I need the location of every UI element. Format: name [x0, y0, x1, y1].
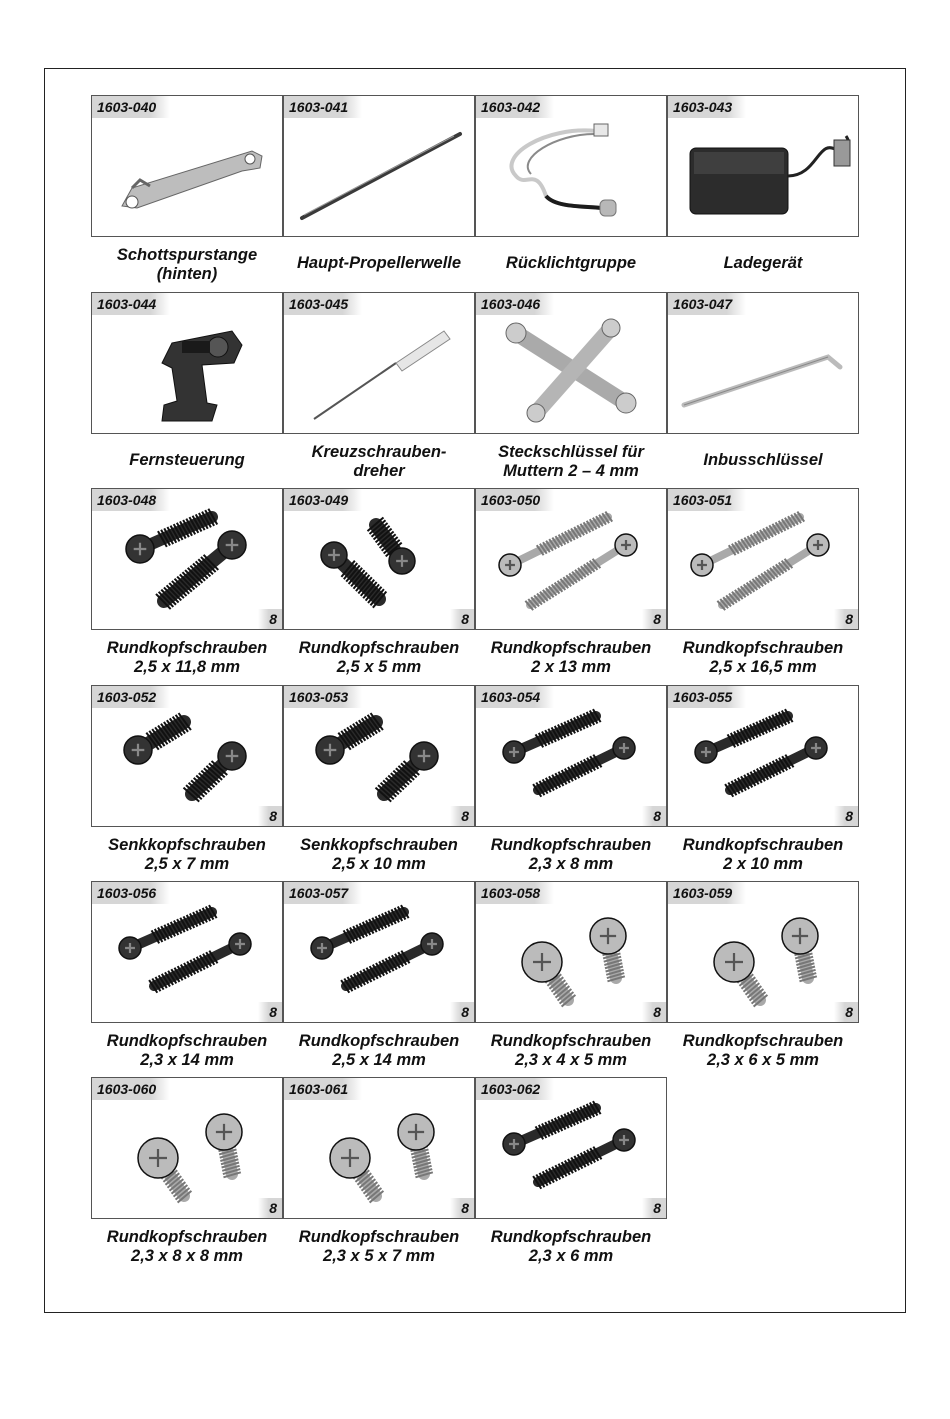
part-number: 1603-046 — [476, 293, 554, 315]
part-caption — [281, 1032, 477, 1070]
quantity-badge: 8 — [642, 609, 666, 629]
part-cell — [283, 1077, 475, 1219]
part-cell — [283, 685, 475, 827]
quantity-badge: 8 — [450, 1198, 474, 1218]
part-cell — [475, 1077, 667, 1219]
part-caption — [473, 1032, 669, 1070]
caption-line-1: Schottspurstange — [116, 246, 258, 264]
caption-line-2: 2,3 x 8 mm — [528, 855, 614, 873]
part-caption — [665, 639, 861, 677]
quantity-badge: 8 — [450, 609, 474, 629]
quantity-badge: 8 — [834, 609, 858, 629]
caption-line-1: Rundkopfschrauben — [490, 639, 652, 657]
part-number: 1603-041 — [284, 96, 362, 118]
part-number: 1603-050 — [476, 489, 554, 511]
caption-line-1: Steckschlüssel für — [498, 443, 644, 461]
caption-line-2: 2,3 x 5 x 7 mm — [323, 1247, 435, 1265]
caption-line-1: Fernsteuerung — [129, 451, 245, 469]
part-number: 1603-055 — [668, 686, 746, 708]
caption-line-2: 2,5 x 7 mm — [144, 855, 230, 873]
quantity-badge: 8 — [258, 609, 282, 629]
part-caption — [665, 1032, 861, 1070]
part-cell — [91, 881, 283, 1023]
part-caption — [665, 451, 861, 470]
quantity-badge: 8 — [258, 806, 282, 826]
caption-line-1: Rundkopfschrauben — [490, 1032, 652, 1050]
part-number: 1603-058 — [476, 882, 554, 904]
part-caption — [473, 443, 669, 481]
caption-line-2: 2,3 x 14 mm — [140, 1051, 234, 1069]
part-caption — [473, 836, 669, 874]
part-number: 1603-060 — [92, 1078, 170, 1100]
part-caption — [281, 639, 477, 677]
part-cell — [91, 1077, 283, 1219]
part-cell — [667, 292, 859, 434]
caption-line-1: Rundkopfschrauben — [682, 1032, 844, 1050]
caption-line-2: 2,5 x 11,8 mm — [133, 658, 241, 676]
caption-line-1: Rundkopfschrauben — [682, 639, 844, 657]
caption-line-2: 2,5 x 10 mm — [332, 855, 426, 873]
part-caption — [89, 639, 285, 677]
caption-line-2: 2,5 x 16,5 mm — [709, 658, 817, 676]
caption-line-2: 2,3 x 6 x 5 mm — [707, 1051, 819, 1069]
caption-line-2: 2,3 x 4 x 5 mm — [515, 1051, 627, 1069]
caption-line-1: Rundkopfschrauben — [106, 1228, 268, 1246]
caption-line-2: 2 x 10 mm — [723, 855, 803, 873]
caption-line-2: 2 x 13 mm — [531, 658, 611, 676]
part-cell — [475, 685, 667, 827]
part-caption — [665, 254, 861, 273]
caption-line-1: Rundkopfschrauben — [298, 1228, 460, 1246]
part-number: 1603-049 — [284, 489, 362, 511]
part-caption — [89, 1032, 285, 1070]
caption-line-2: 2,5 x 5 mm — [336, 658, 422, 676]
caption-line-2: dreher — [353, 462, 405, 480]
caption-line-1: Inbusschlüssel — [703, 451, 823, 469]
quantity-badge: 8 — [450, 1002, 474, 1022]
part-cell — [91, 685, 283, 827]
part-number: 1603-043 — [668, 96, 746, 118]
part-cell — [283, 95, 475, 237]
quantity-badge: 8 — [834, 1002, 858, 1022]
part-number: 1603-045 — [284, 293, 362, 315]
part-caption — [281, 443, 477, 481]
part-caption — [473, 254, 669, 273]
part-caption — [89, 836, 285, 874]
part-number: 1603-047 — [668, 293, 746, 315]
part-cell — [475, 881, 667, 1023]
caption-line-1: Ladegerät — [723, 254, 803, 272]
part-cell — [667, 488, 859, 630]
part-cell — [283, 292, 475, 434]
caption-line-1: Senkkopfschrauben — [108, 836, 266, 854]
caption-line-2: 2,3 x 8 x 8 mm — [131, 1247, 243, 1265]
quantity-badge: 8 — [258, 1198, 282, 1218]
part-caption — [281, 1228, 477, 1266]
part-number: 1603-051 — [668, 489, 746, 511]
part-number: 1603-052 — [92, 686, 170, 708]
caption-line-1: Rundkopfschrauben — [298, 1032, 460, 1050]
part-cell — [667, 685, 859, 827]
part-caption — [473, 639, 669, 677]
part-cell — [91, 95, 283, 237]
caption-line-1: Rundkopfschrauben — [106, 1032, 268, 1050]
caption-line-1: Kreuzschrauben- — [311, 443, 447, 461]
part-cell — [283, 881, 475, 1023]
part-cell — [91, 488, 283, 630]
part-number: 1603-048 — [92, 489, 170, 511]
part-cell — [475, 292, 667, 434]
quantity-badge: 8 — [834, 806, 858, 826]
part-number: 1603-040 — [92, 96, 170, 118]
caption-line-2: Muttern 2 – 4 mm — [503, 462, 639, 480]
caption-line-1: Senkkopfschrauben — [300, 836, 458, 854]
part-caption — [281, 836, 477, 874]
part-caption — [89, 451, 285, 470]
quantity-badge: 8 — [642, 1002, 666, 1022]
part-caption — [281, 254, 477, 273]
caption-line-1: Rundkopfschrauben — [682, 836, 844, 854]
part-cell — [91, 292, 283, 434]
part-cell — [667, 881, 859, 1023]
quantity-badge: 8 — [642, 1198, 666, 1218]
caption-line-2: 2,3 x 6 mm — [528, 1247, 614, 1265]
part-cell — [475, 95, 667, 237]
quantity-badge: 8 — [258, 1002, 282, 1022]
part-number: 1603-053 — [284, 686, 362, 708]
part-number: 1603-042 — [476, 96, 554, 118]
part-caption — [89, 246, 285, 284]
part-caption — [473, 1228, 669, 1266]
caption-line-2: 2,5 x 14 mm — [332, 1051, 426, 1069]
caption-line-1: Rundkopfschrauben — [106, 639, 268, 657]
part-cell — [475, 488, 667, 630]
caption-line-1: Rundkopfschrauben — [490, 836, 652, 854]
part-number: 1603-059 — [668, 882, 746, 904]
part-number: 1603-056 — [92, 882, 170, 904]
caption-line-1: Haupt-Propellerwelle — [296, 254, 462, 272]
part-number: 1603-062 — [476, 1078, 554, 1100]
caption-line-1: Rücklichtgruppe — [505, 254, 637, 272]
part-number: 1603-057 — [284, 882, 362, 904]
part-number: 1603-044 — [92, 293, 170, 315]
part-cell — [283, 488, 475, 630]
part-number: 1603-061 — [284, 1078, 362, 1100]
quantity-badge: 8 — [450, 806, 474, 826]
caption-line-1: Rundkopfschrauben — [490, 1228, 652, 1246]
quantity-badge: 8 — [642, 806, 666, 826]
part-cell — [667, 95, 859, 237]
part-caption — [89, 1228, 285, 1266]
part-caption — [665, 836, 861, 874]
caption-line-1: Rundkopfschrauben — [298, 639, 460, 657]
caption-line-2: (hinten) — [156, 265, 218, 283]
part-number: 1603-054 — [476, 686, 554, 708]
